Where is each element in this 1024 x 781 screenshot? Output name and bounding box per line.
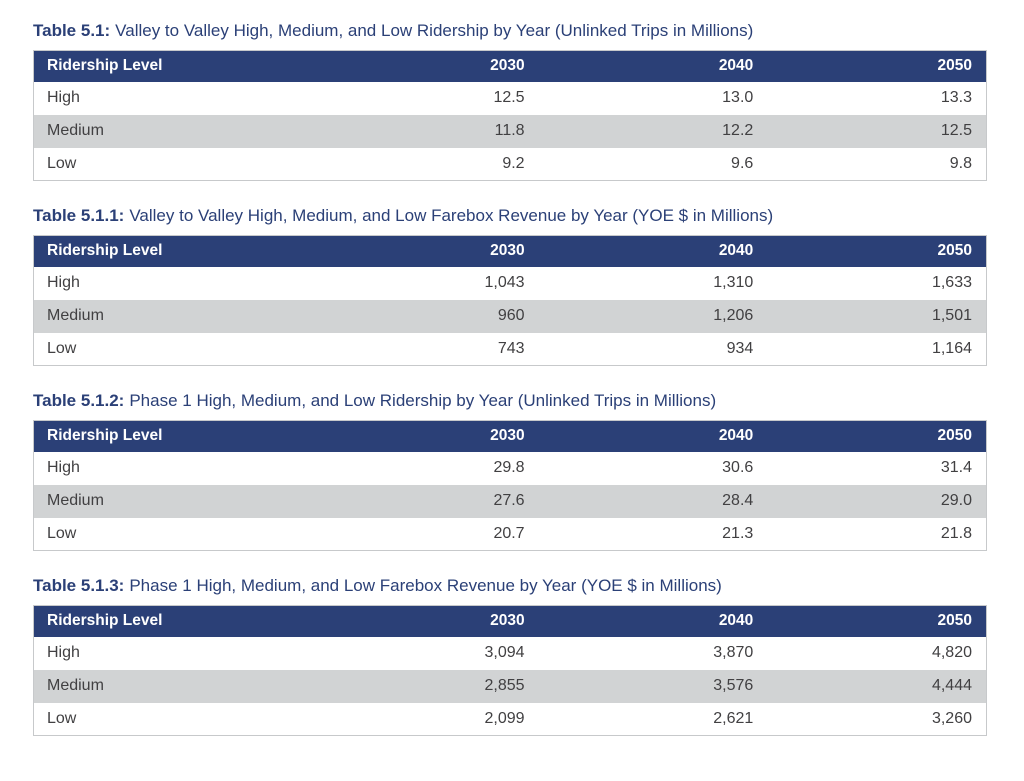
column-header-2050: 2050	[767, 51, 986, 82]
table-cell: 1,310	[539, 267, 768, 300]
row-label: Low	[34, 518, 310, 551]
table-cell: 9.8	[767, 148, 986, 181]
table-cell: 4,444	[767, 670, 986, 703]
column-header-2050: 2050	[767, 236, 986, 267]
column-header-2040: 2040	[539, 236, 768, 267]
row-label: Medium	[34, 485, 310, 518]
table-cell: 13.0	[539, 82, 768, 115]
table-cell: 28.4	[539, 485, 768, 518]
table-5-1-3-label: Table 5.1.3:	[33, 576, 125, 595]
row-label: High	[34, 267, 310, 300]
table-cell: 960	[310, 300, 539, 333]
table-cell: 9.2	[310, 148, 539, 181]
column-header-2050: 2050	[767, 421, 986, 452]
column-header-2030: 2030	[310, 606, 539, 637]
column-header-ridership-level: Ridership Level	[34, 606, 310, 637]
table-cell: 12.2	[539, 115, 768, 148]
table-5-1-1-caption	[33, 205, 987, 226]
table-cell: 29.0	[767, 485, 986, 518]
table-row-low	[34, 333, 987, 366]
table-cell: 29.8	[310, 452, 539, 485]
column-header-2040: 2040	[539, 51, 768, 82]
table-cell: 27.6	[310, 485, 539, 518]
table-cell: 3,260	[767, 703, 986, 736]
table-cell: 1,633	[767, 267, 986, 300]
row-label: Medium	[34, 670, 310, 703]
table-5-1-1-title: Valley to Valley High, Medium, and Low Farebox Revenue by Year (YOE $ in Millions)	[129, 206, 774, 225]
column-header-2050: 2050	[767, 606, 986, 637]
table-5-1-3-caption	[33, 575, 987, 596]
table-5-1-1-header-row	[34, 236, 987, 267]
table-cell: 1,043	[310, 267, 539, 300]
table-row-low	[34, 518, 987, 551]
table-cell: 934	[539, 333, 768, 366]
table-row-high	[34, 82, 987, 115]
table-row-high	[34, 637, 987, 670]
table-cell: 11.8	[310, 115, 539, 148]
table-5-1-3	[33, 605, 987, 736]
column-header-2040: 2040	[539, 606, 768, 637]
column-header-2030: 2030	[310, 51, 539, 82]
table-cell: 2,621	[539, 703, 768, 736]
row-label: High	[34, 82, 310, 115]
table-cell: 3,094	[310, 637, 539, 670]
table-cell: 13.3	[767, 82, 986, 115]
table-5-1-2-title: Phase 1 High, Medium, and Low Ridership by Year (Unlinked Trips in Millions)	[129, 391, 717, 410]
table-row-medium	[34, 670, 987, 703]
table-5-1-3-block	[33, 575, 987, 736]
row-label: Low	[34, 148, 310, 181]
row-label: Low	[34, 703, 310, 736]
row-label: Low	[34, 333, 310, 366]
table-cell: 3,870	[539, 637, 768, 670]
table-row-high	[34, 267, 987, 300]
column-header-ridership-level: Ridership Level	[34, 51, 310, 82]
table-cell: 12.5	[310, 82, 539, 115]
table-5-1-2	[33, 420, 987, 551]
table-cell: 3,576	[539, 670, 768, 703]
table-cell: 21.8	[767, 518, 986, 551]
table-cell: 1,206	[539, 300, 768, 333]
table-5-1-3-title: Phase 1 High, Medium, and Low Farebox Revenue by Year (YOE $ in Millions)	[129, 576, 722, 595]
row-label: Medium	[34, 300, 310, 333]
table-cell: 2,099	[310, 703, 539, 736]
row-label: High	[34, 637, 310, 670]
table-5-1-2-label: Table 5.1.2:	[33, 391, 125, 410]
table-5-1-block	[33, 20, 987, 181]
column-header-2040: 2040	[539, 421, 768, 452]
table-row-low	[34, 148, 987, 181]
table-cell: 743	[310, 333, 539, 366]
table-5-1-1	[33, 235, 987, 366]
column-header-2030: 2030	[310, 421, 539, 452]
table-cell: 30.6	[539, 452, 768, 485]
column-header-ridership-level: Ridership Level	[34, 236, 310, 267]
table-cell: 12.5	[767, 115, 986, 148]
table-5-1-caption	[33, 20, 987, 41]
table-cell: 4,820	[767, 637, 986, 670]
table-cell: 1,501	[767, 300, 986, 333]
table-5-1-title: Valley to Valley High, Medium, and Low Ridership by Year (Unlinked Trips in Millions)	[115, 21, 754, 40]
table-row-medium	[34, 300, 987, 333]
table-5-1-header-row	[34, 51, 987, 82]
table-row-low	[34, 703, 987, 736]
table-row-medium	[34, 485, 987, 518]
table-cell: 21.3	[539, 518, 768, 551]
column-header-2030: 2030	[310, 236, 539, 267]
table-5-1-2-header-row	[34, 421, 987, 452]
table-5-1-1-block	[33, 205, 987, 366]
table-cell: 20.7	[310, 518, 539, 551]
table-row-medium	[34, 115, 987, 148]
table-cell: 1,164	[767, 333, 986, 366]
table-row-high	[34, 452, 987, 485]
table-5-1	[33, 50, 987, 181]
table-5-1-3-header-row	[34, 606, 987, 637]
row-label: High	[34, 452, 310, 485]
table-5-1-label: Table 5.1:	[33, 21, 111, 40]
row-label: Medium	[34, 115, 310, 148]
column-header-ridership-level: Ridership Level	[34, 421, 310, 452]
table-cell: 31.4	[767, 452, 986, 485]
table-5-1-2-caption	[33, 390, 987, 411]
table-5-1-1-label: Table 5.1.1:	[33, 206, 125, 225]
table-cell: 2,855	[310, 670, 539, 703]
table-5-1-2-block	[33, 390, 987, 551]
table-cell: 9.6	[539, 148, 768, 181]
